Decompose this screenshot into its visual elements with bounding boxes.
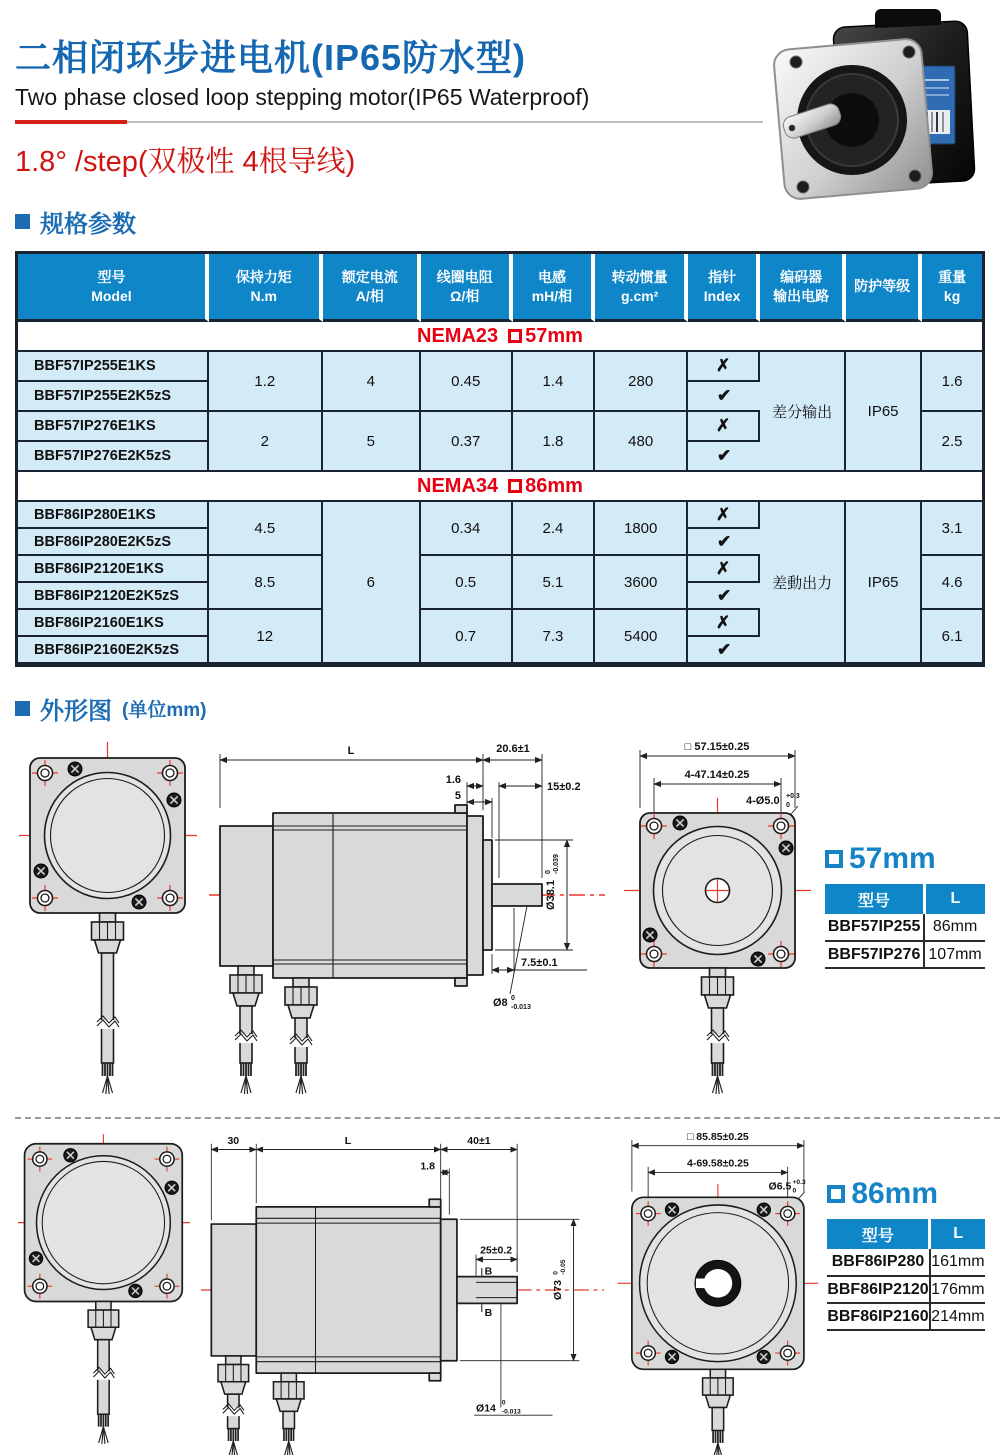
model-cell: BBF57IP255E1KS [18, 352, 209, 382]
index-mark: ✗ [688, 556, 760, 583]
table-row: BBF86IP280E1KS 4.5 6 0.34 2.4 1800 ✗ 差動出力 IP65 3.1 [18, 502, 982, 529]
dim-square: □ 85.85±0.25 [686, 1130, 749, 1143]
dim-step: 7.5±0.1 [521, 957, 558, 969]
col-weight: 重量 kg [922, 254, 982, 322]
table-row: BBF86IP280 161mm [827, 1249, 985, 1276]
dashed-separator [15, 1117, 1000, 1119]
table-row: BBF86IP2160E1KS 12 0.7 7.3 5400 ✗ 6.1 [18, 610, 982, 637]
ltable-header-row: 型号 L [825, 884, 985, 914]
flange-screw [903, 46, 915, 58]
col-inertia: 转动惯量 g.cm² [595, 254, 688, 322]
page-subtitle: Two phase closed loop stepping motor(IP65 Waterproof) [15, 84, 590, 110]
svg-text:0: 0 [545, 870, 552, 874]
dim-shaft-diameter: Ø14 [475, 1402, 496, 1415]
dim-L: L [347, 745, 355, 757]
model-cell: BBF86IP2160E2K5zS [18, 637, 209, 664]
svg-text:-0.013: -0.013 [511, 1004, 531, 1011]
col-protection: 防护等级 [846, 254, 922, 322]
red-square-icon [508, 479, 522, 493]
svg-text:-0.013: -0.013 [501, 1408, 521, 1416]
col-index: 指针 Index [688, 254, 760, 322]
svg-text:0: 0 [791, 1187, 796, 1195]
svg-text:+0.3: +0.3 [786, 793, 800, 800]
nema23-label: NEMA23 57mm [18, 322, 982, 352]
flange-screw [909, 170, 921, 182]
dim-hole: 4-Ø5.0 [746, 795, 780, 807]
section-mark-b: B [484, 1306, 492, 1319]
nema34-label: NEMA34 86mm [18, 472, 982, 502]
page-title: 二相闭环步进电机(IP65防水型) [15, 37, 527, 78]
side-view-57-drawing [205, 738, 610, 1113]
index-mark: ✗ [688, 352, 760, 382]
dim-L: L [344, 1134, 351, 1147]
index-mark: ✔ [688, 583, 760, 610]
front-view-57-drawing [610, 738, 825, 1113]
model-cell: BBF86IP280E2K5zS [18, 529, 209, 556]
table-row: BBF57IP255 86mm [825, 914, 985, 941]
model-cell: BBF57IP276E1KS [18, 412, 209, 442]
svg-text:0: 0 [501, 1399, 506, 1407]
col-model: 型号 Model [18, 254, 209, 322]
svg-text:-0.05: -0.05 [559, 1259, 567, 1275]
front-view-86-drawing [608, 1125, 828, 1455]
red-square-icon [508, 329, 522, 343]
dim-bolt-pitch: 4-47.14±0.25 [684, 769, 750, 781]
drawing-row-57 [15, 738, 985, 1113]
flange-screw [797, 181, 809, 193]
index-mark: ✔ [688, 442, 760, 472]
ltable-86-block [827, 1177, 985, 1331]
ltable-86 [827, 1219, 985, 1331]
open-square-icon [827, 1185, 845, 1203]
rear-view-57-drawing [15, 738, 205, 1113]
index-mark: ✔ [688, 382, 760, 412]
divider-red [15, 120, 127, 124]
ltable-57 [825, 884, 985, 969]
model-cell: BBF57IP255E2K5zS [18, 382, 209, 412]
dim-shaft-diameter: Ø8 [493, 997, 508, 1009]
step-spec: 1.8° /step(双极性 4根导线) [15, 146, 356, 178]
ltable-57-block [825, 842, 985, 969]
index-mark: ✗ [688, 412, 760, 442]
motor-connector-hump [875, 9, 941, 28]
dim-flange-thickness: 1.6 [445, 774, 461, 786]
index-mark: ✔ [688, 637, 760, 664]
flange-screw [790, 56, 802, 68]
model-cell: BBF86IP2120E2K5zS [18, 583, 209, 610]
table-row: BBF86IP2120E1KS 8.5 0.5 5.1 3600 ✗ 4.6 [18, 556, 982, 583]
spec-header-row [18, 254, 982, 322]
table-row: BBF86IP2120 176mm [827, 1276, 985, 1303]
table-row: BBF57IP255E1KS 1.2 4 0.45 1.4 280 ✗ 差分输出 IP65 1.6 [18, 352, 982, 382]
dim-square: □ 57.15±0.25 [684, 741, 750, 753]
model-cell: BBF86IP2120E1KS [18, 556, 209, 583]
svg-text:0: 0 [786, 802, 790, 809]
nema34-section-row [18, 472, 982, 502]
dim-key-len: 25±0.2 [479, 1244, 512, 1257]
open-square-icon [825, 850, 843, 868]
svg-text:Ø73: Ø73 [551, 1280, 564, 1300]
model-cell: BBF86IP2160E1KS [18, 610, 209, 637]
table-row: BBF86IP2160 214mm [827, 1303, 985, 1330]
dim-flange-thickness: 1.8 [419, 1160, 435, 1173]
ltable-57-heading: 57mm [825, 842, 985, 876]
svg-text:+0.3: +0.3 [791, 1178, 806, 1186]
col-inductance: 电感 mH/相 [513, 254, 596, 322]
stepper-motor-photo [763, 0, 985, 206]
table-row: BBF57IP276 107mm [825, 941, 985, 968]
outline-section-title: 外形图 (单位mm) [15, 691, 985, 726]
model-cell: BBF86IP280E1KS [18, 502, 209, 529]
dim-pilot-diameter [545, 854, 560, 910]
divider-gray [15, 121, 777, 123]
drawing-row-86 [15, 1125, 985, 1455]
ltable-header-row: 型号 L [827, 1219, 985, 1249]
table-row: BBF57IP276E1KS 2 5 0.37 1.8 480 ✗ 2.5 [18, 412, 982, 442]
dim-bolt-pitch: 4-69.58±0.25 [686, 1157, 749, 1170]
dim-shaft-ext: 15±0.2 [547, 781, 581, 793]
svg-text:0: 0 [511, 995, 515, 1002]
blue-square-icon [15, 214, 30, 229]
product-photo [763, 0, 985, 206]
section-mark-b: B [484, 1265, 492, 1278]
blue-square-icon [15, 701, 30, 716]
spec-section-title: 规格参数 [15, 204, 985, 239]
col-torque: 保持力矩 N.m [209, 254, 323, 322]
index-mark: ✗ [688, 502, 760, 529]
nema23-section-row [18, 322, 982, 352]
dim-boss-len: 5 [454, 790, 461, 802]
side-view-86-drawing [197, 1125, 608, 1455]
dim-shaft-len: 20.6±1 [496, 743, 530, 755]
col-resistance: 线圈电阻 Ω/相 [421, 254, 513, 322]
dim-hole: Ø6.5 [768, 1180, 791, 1193]
svg-text:Ø38.1: Ø38.1 [545, 880, 557, 910]
col-encoder: 编码器 输出电路 [760, 254, 846, 322]
dim-shaft-len: 40±1 [466, 1134, 491, 1147]
page-header [15, 0, 985, 180]
index-mark: ✗ [688, 610, 760, 637]
title-divider [15, 120, 777, 124]
spec-table [15, 251, 985, 667]
dim-rear-len: 30 [227, 1134, 239, 1147]
svg-text:0: 0 [551, 1270, 559, 1275]
ltable-86-heading: 86mm [827, 1177, 985, 1211]
dim-pilot-diameter [552, 1259, 567, 1300]
col-current: 额定电流 A/相 [323, 254, 421, 322]
rear-view-86-drawing [15, 1125, 197, 1455]
index-mark: ✔ [688, 529, 760, 556]
svg-text:-0.039: -0.039 [553, 854, 560, 874]
model-cell: BBF57IP276E2K5zS [18, 442, 209, 472]
